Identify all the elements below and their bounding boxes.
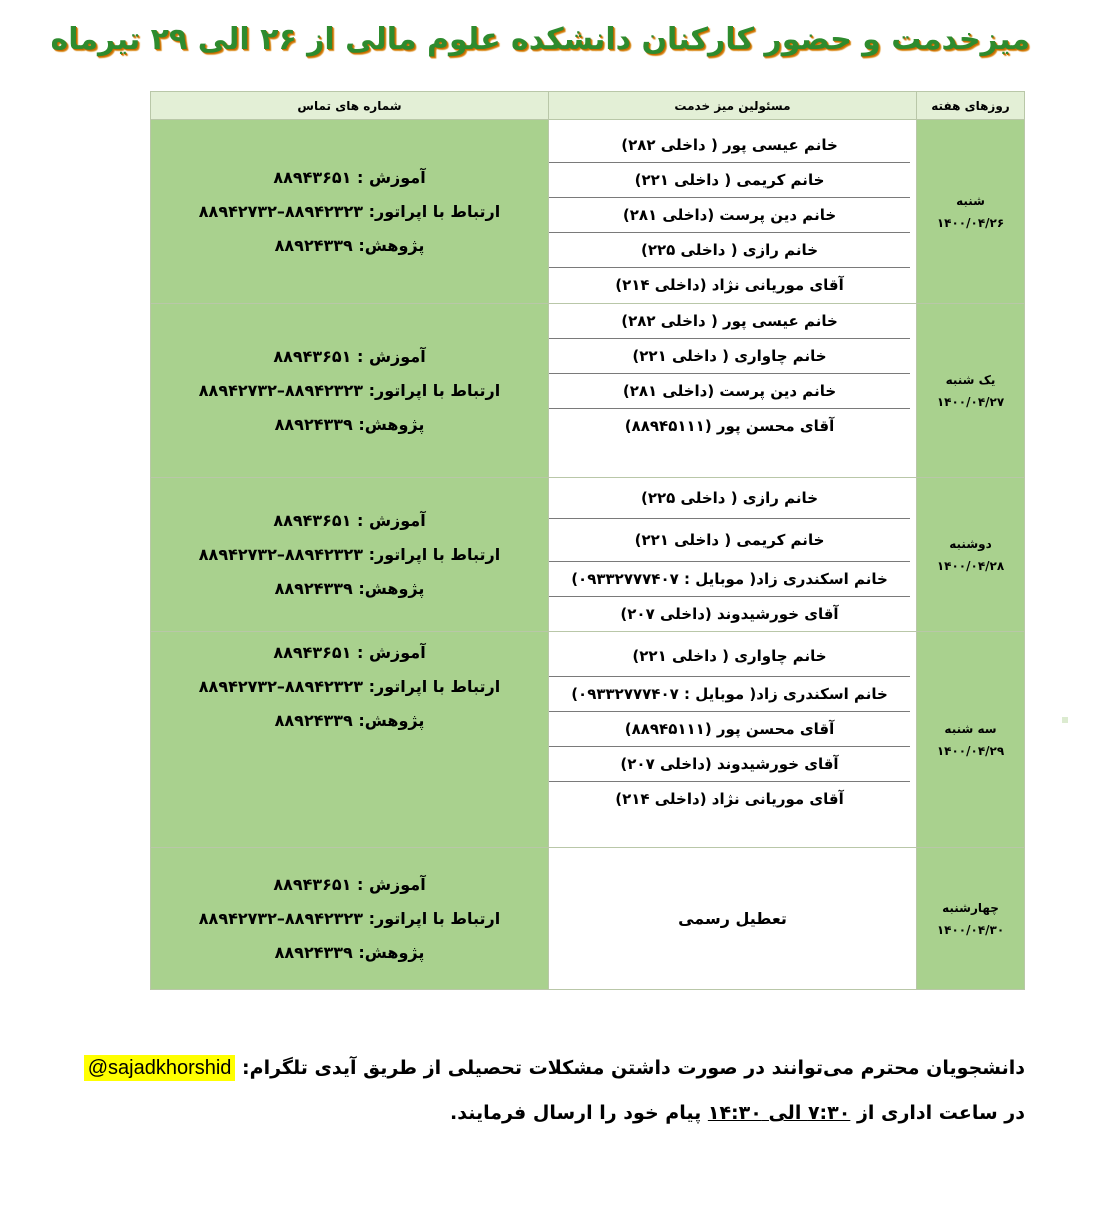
staff-item: خانم رازی ( داخلی ۲۲۵) xyxy=(549,233,910,268)
staff-item: خانم دین پرست (داخلی ۲۸۱) xyxy=(549,198,910,233)
contact-education: آموزش : ۸۸۹۴۳۶۵۱ xyxy=(273,643,426,662)
day-name: چهارشنبه xyxy=(942,900,999,915)
contact-education: آموزش : ۸۸۹۴۳۶۵۱ xyxy=(273,510,426,530)
contact-operator: ارتباط با اپراتور: ۸۸۹۴۲۳۲۳–۸۸۹۴۲۷۳۲ xyxy=(198,201,501,221)
staff-item: خانم رازی ( داخلی ۲۲۵) xyxy=(549,478,910,519)
staff-item: خانم کریمی ( داخلی ۲۲۱) xyxy=(549,163,910,198)
table-header-row xyxy=(151,92,1025,120)
contact-research: پژوهش: ۸۸۹۲۴۳۳۹ xyxy=(274,942,425,962)
staff-item: آقای خورشیدوند (داخلی ۲۰۷) xyxy=(549,747,910,782)
table-row xyxy=(151,848,1025,990)
day-cell xyxy=(917,478,1025,632)
staff-item: خانم چاواری ( داخلی ۲۲۱) xyxy=(549,636,910,677)
staff-item: آقای محسن پور (۸۸۹۴۵۱۱۱) xyxy=(549,712,910,747)
contact-research: پژوهش: ۸۸۹۲۴۳۳۹ xyxy=(274,578,425,598)
table-row xyxy=(151,478,1025,632)
staff-item: خانم عیسی پور ( داخلی ۲۸۲) xyxy=(549,304,910,339)
contact-cell xyxy=(151,120,549,304)
footer-line-2 xyxy=(110,1096,1025,1130)
day-name: دوشنبه xyxy=(949,536,992,551)
contact-cell xyxy=(151,848,549,990)
header-staff: مسئولین میز خدمت xyxy=(549,92,917,120)
day-date: ۱۴۰۰/۰۴/۲۸ xyxy=(936,558,1005,573)
footer-text: دانشجویان محترم می‌توانند در صورت داشتن مشکلات تحصیلی از طریق آیدی تلگرام: xyxy=(242,1057,1025,1079)
header-contacts: شماره های تماس xyxy=(151,92,549,120)
contact-research: پژوهش: ۸۸۹۲۴۳۳۹ xyxy=(274,235,425,255)
day-date: ۱۴۰۰/۰۴/۲۹ xyxy=(936,743,1005,758)
staff-cell xyxy=(549,478,917,632)
page-title: میزخدمت و حضور کارکنان دانشکده علوم مالی از ۲۶ الی ۲۹ تیرماه xyxy=(50,22,1030,57)
footer-hours-prefix: در ساعت اداری از xyxy=(856,1102,1025,1124)
contact-education: آموزش : ۸۸۹۴۳۶۵۱ xyxy=(273,167,426,187)
footer-line-1 xyxy=(87,1050,1025,1086)
staff-cell xyxy=(549,632,917,848)
contact-operator: ارتباط با اپراتور: ۸۸۹۴۲۳۲۳–۸۸۹۴۲۷۳۲ xyxy=(198,380,501,400)
contact-education: آموزش : ۸۸۹۴۳۶۵۱ xyxy=(273,346,426,366)
day-name: سه شنبه xyxy=(944,721,997,736)
schedule-table xyxy=(150,91,1025,990)
contact-cell xyxy=(151,478,549,632)
day-cell xyxy=(917,848,1025,990)
staff-item: خانم عیسی پور ( داخلی ۲۸۲) xyxy=(549,128,910,163)
day-cell xyxy=(917,120,1025,304)
day-date: ۱۴۰۰/۰۴/۲۷ xyxy=(936,394,1005,409)
day-name: یک شنبه xyxy=(945,372,996,387)
footer-hours: ۷:۳۰ الی ۱۴:۳۰ xyxy=(707,1102,851,1124)
contact-cell xyxy=(151,632,549,848)
contact-research: پژوهش: ۸۸۹۲۴۳۳۹ xyxy=(274,414,425,434)
staff-item: خانم چاواری ( داخلی ۲۲۱) xyxy=(549,339,910,374)
staff-item: خانم اسکندری زاد( موبایل : ۰۹۳۳۲۷۷۷۴۰۷) xyxy=(549,677,910,712)
table-row xyxy=(151,304,1025,478)
staff-item: آقای موریانی نژاد (داخلی ۲۱۴) xyxy=(615,276,844,294)
staff-item: آقای موریانی نژاد (داخلی ۲۱۴) xyxy=(615,790,844,808)
telegram-id: @sajadkhorshid xyxy=(84,1055,236,1081)
day-name: شنبه xyxy=(956,193,985,208)
staff-item: خانم کریمی ( داخلی ۲۲۱) xyxy=(549,519,910,562)
contact-operator: ارتباط با اپراتور: ۸۸۹۴۲۳۲۳–۸۸۹۴۲۷۳۲ xyxy=(198,544,501,564)
staff-item: خانم اسکندری زاد( موبایل : ۰۹۳۳۲۷۷۷۴۰۷) xyxy=(549,562,910,597)
day-cell xyxy=(917,304,1025,478)
contact-operator: ارتباط با اپراتور: ۸۸۹۴۲۳۲۳–۸۸۹۴۲۷۳۲ xyxy=(198,677,501,696)
contact-education: آموزش : ۸۸۹۴۳۶۵۱ xyxy=(273,874,426,894)
staff-item: آقای خورشیدوند (داخلی ۲۰۷) xyxy=(620,605,839,623)
contact-operator: ارتباط با اپراتور: ۸۸۹۴۲۳۲۳–۸۸۹۴۲۷۳۲ xyxy=(198,908,501,928)
contact-cell xyxy=(151,304,549,478)
footer-hours-suffix: پیام خود را ارسال فرمایند. xyxy=(450,1102,702,1124)
header-days: روزهای هفته xyxy=(917,92,1025,120)
stray-mark xyxy=(1062,717,1068,723)
day-cell xyxy=(917,632,1025,848)
contact-research: پژوهش: ۸۸۹۲۴۳۳۹ xyxy=(274,711,425,730)
table-row xyxy=(151,120,1025,304)
day-date: ۱۴۰۰/۰۴/۳۰ xyxy=(936,922,1005,937)
staff-cell xyxy=(549,120,917,304)
staff-item: آقای محسن پور (۸۸۹۴۵۱۱۱) xyxy=(624,417,835,435)
staff-item: خانم دین پرست (داخلی ۲۸۱) xyxy=(549,374,910,409)
holiday-cell: تعطیل رسمی xyxy=(549,848,917,990)
day-date: ۱۴۰۰/۰۴/۲۶ xyxy=(936,215,1005,230)
table-row xyxy=(151,632,1025,848)
staff-cell xyxy=(549,304,917,478)
